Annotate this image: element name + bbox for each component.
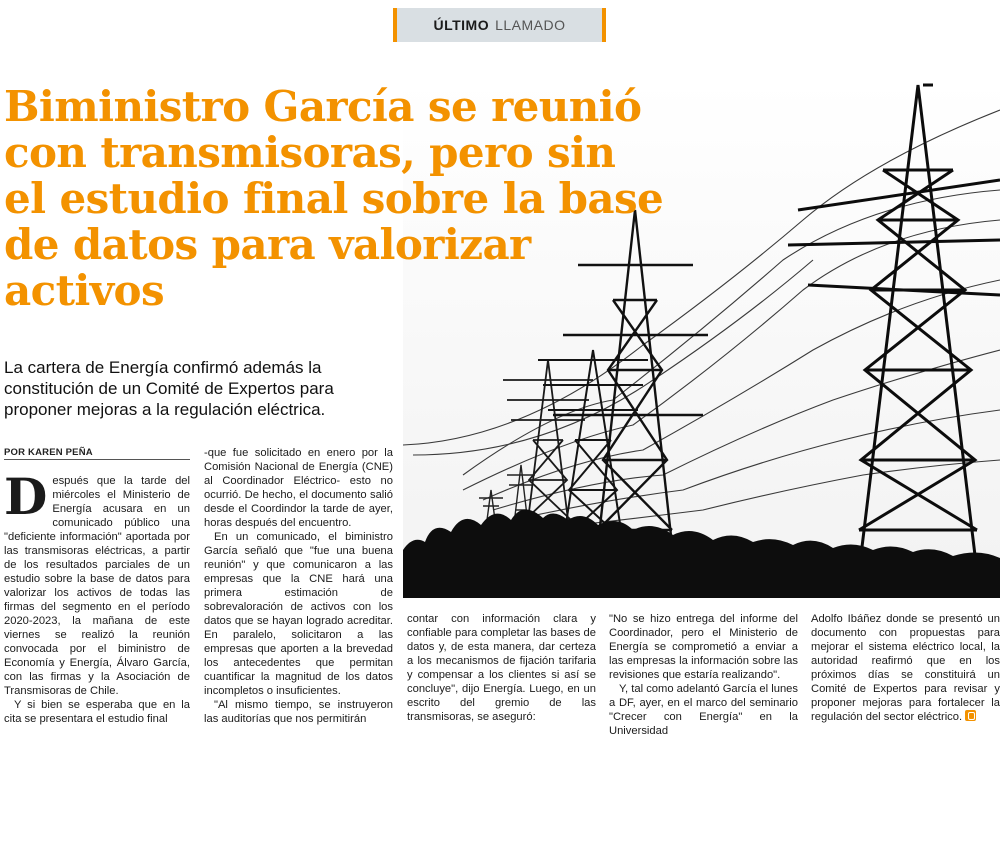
section-tag-light: LLAMADO bbox=[495, 17, 566, 33]
article-column-5 bbox=[811, 612, 1000, 724]
article-column-4 bbox=[609, 612, 798, 738]
end-mark-icon bbox=[965, 710, 976, 721]
headline-line: Biministro García se reunió bbox=[4, 82, 642, 131]
body-paragraph: -que fue solicitado en enero por la Comisión Nacional de Energía (CNE) al Coordinador Eléctrico- esto no ocurrió. De hecho, el documento salió desde el Coordindor la tarde de ayer, horas después del encuentro. bbox=[204, 447, 393, 529]
headline-line: activos bbox=[4, 266, 165, 315]
body-paragraph: "No se hizo entrega del informe del Coordinador, pero el Ministerio de Energía se comprometió a enviar a las empresas la información sobre las revisiones que estaría realizando". bbox=[609, 613, 798, 681]
article-column-3 bbox=[407, 612, 596, 724]
body-paragraph: Y, tal como adelantó García el lunes a DF, ayer, en el marco del seminario "Crecer con Energía" en la Universidad bbox=[609, 683, 798, 737]
body-paragraph: espués que la tarde del miércoles el Ministerio de Energía acusara en un comunicado público una "deficiente información" aportada por las transmisoras eléctricas, a partir de los resultados parciales de un estudio sobre la base de datos para valorizar los activos de todas las firmas del segmento en el período 2020-2023, la mañana de este viernes se realizó la reunión convocada por el biministro de Economía y Energía, Álvaro García, con las firmas y la Asociación de Transmisoras de Chile. bbox=[4, 475, 190, 697]
headline-line: el estudio final sobre la base bbox=[4, 174, 664, 223]
section-tag bbox=[393, 8, 606, 42]
article-column-1 bbox=[4, 467, 190, 726]
headline-line: de datos para valorizar bbox=[4, 220, 531, 269]
body-paragraph: Y si bien se esperaba que en la cita se presentara el estudio final bbox=[4, 699, 190, 725]
body-paragraph-text: Adolfo Ibáñez donde se presentó un documento con propuestas para mejorar el sistema eléctrico local, la autoridad reafirmó que en los próximos días se constituirá un Comité de Expertos para revisar y proponer mejoras para fortalecer la regulación del sector eléctrico. bbox=[811, 613, 1000, 723]
article-column-2 bbox=[204, 446, 393, 726]
body-paragraph bbox=[811, 612, 1000, 724]
drop-cap: D bbox=[4, 467, 48, 526]
headline-line: con transmisoras, pero sin bbox=[4, 128, 616, 177]
lead-paragraph: La cartera de Energía confirmó además la constitución de un Comité de Expertos para proponer mejoras a la regulación eléctrica. bbox=[4, 358, 334, 419]
headline bbox=[4, 82, 664, 315]
body-paragraph: En un comunicado, el biministro García señaló que "fue una buena reunión" y que comunicaron a las empresas que la CNE hará una primera estimación de sobrevaloración de activos con los datos que se hayan logrado acreditar. En paralelo, solicitaron a las empresas que aporten a la brevedad los antecedentes que permitan cuantificar la magnitud de los datos incompletos o insuficientes. bbox=[204, 531, 393, 697]
body-paragraph: "Al mismo tiempo, se instruyeron las auditorías que nos permitirán bbox=[204, 699, 393, 725]
section-tag-strong: ÚLTIMO bbox=[433, 17, 490, 33]
byline: POR KAREN PEÑA bbox=[4, 447, 93, 458]
byline-divider bbox=[4, 459, 190, 460]
body-paragraph: contar con información clara y confiable para completar las bases de datos y, de esta manera, dar certeza a los mecanismos de fijación tarifaria y compensar a los clientes si así se concluye", dijo Energía. Luego, en un escrito del gremio de las transmisoras, se aseguró: bbox=[407, 613, 596, 723]
